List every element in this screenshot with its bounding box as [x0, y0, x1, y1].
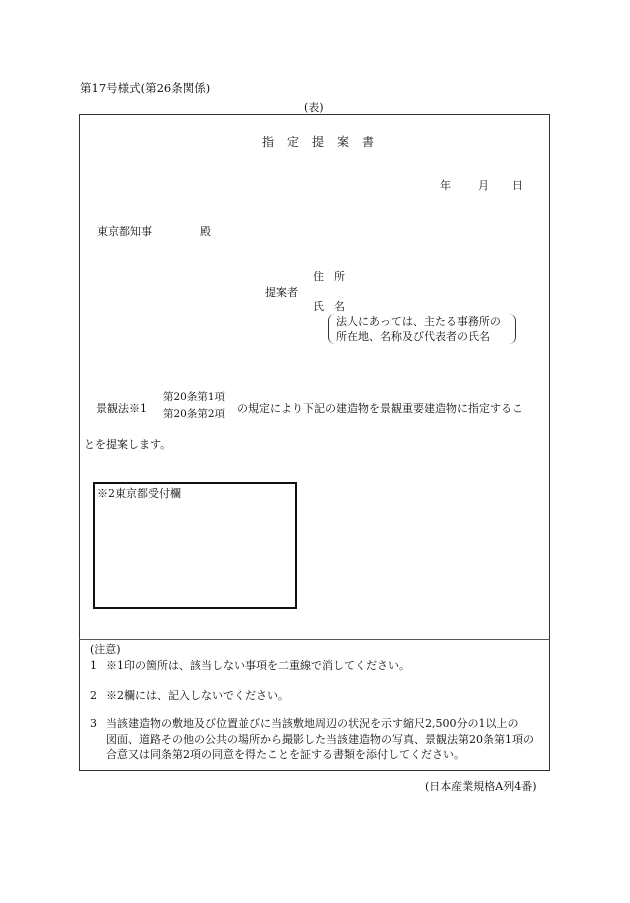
article-option-2: 第20条第2項: [163, 408, 226, 420]
paper-standard: (日本産業規格A列4番): [425, 780, 537, 793]
body-text-line1: の規定により下記の建造物を景観重要建造物に指定するこ: [237, 402, 523, 415]
notes-heading: (注意): [90, 643, 121, 656]
addressee: 東京都知事: [97, 225, 152, 238]
document-title: 指定提案書: [262, 135, 388, 149]
note-item-1: [90, 658, 410, 674]
note-number: 1: [90, 659, 97, 672]
note-number: 3: [90, 717, 97, 730]
corporation-note: [328, 314, 516, 344]
proposer-label: 提案者: [265, 286, 298, 299]
note-text-line2: 図面、道路その他の公共の場所から撮影した当該建造物の写真、景観法第20条第1項の: [106, 732, 534, 746]
side-label: (表): [304, 101, 324, 114]
note-item-3: [90, 716, 548, 763]
law-label: 景観法※1: [96, 402, 147, 415]
date-day-label: 日: [512, 179, 523, 192]
address-label: 住所: [313, 270, 355, 283]
reception-label: ※2東京都受付欄: [97, 487, 181, 500]
note-text-line1: 当該建造物の敷地及び位置並びに当該敷地周辺の状況を示す縮尺2,500分の1以上の: [106, 717, 519, 730]
note-item-2: [90, 688, 289, 704]
corporation-note-line2: 所在地、名称及び代表者の氏名: [336, 330, 490, 343]
form-number: 第17号様式(第26条関係): [80, 81, 211, 95]
honorific: 殿: [200, 225, 211, 238]
note-number: 2: [90, 689, 97, 702]
note-text-line3: 合意又は同条第2項の同意を得たことを証する書類を添付してください。: [106, 748, 465, 761]
notes-divider: [79, 639, 550, 640]
corporation-note-line1: 法人にあっては、主たる事務所の: [336, 315, 501, 328]
note-text: ※2欄には、記入しないでください。: [106, 689, 289, 702]
body-text-line2: とを提案します。: [84, 438, 172, 451]
date-month-label: 月: [478, 179, 489, 192]
date-year-label: 年: [440, 179, 451, 192]
reception-box: [93, 482, 297, 609]
name-label: 氏名: [313, 300, 355, 313]
note-text: ※1印の箇所は、該当しない事項を二重線で消してください。: [106, 659, 410, 672]
article-option-1: 第20条第1項: [163, 391, 226, 403]
